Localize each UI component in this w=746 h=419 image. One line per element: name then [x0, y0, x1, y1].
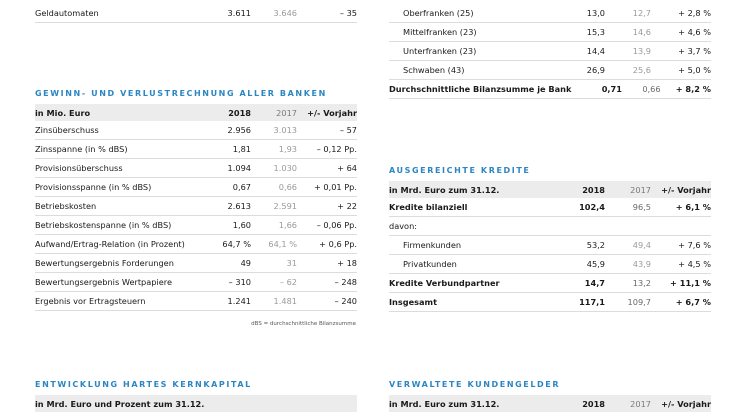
table-row: [35, 273, 357, 292]
value-2017: 1,66: [278, 220, 297, 230]
value-2018: 1.094: [227, 163, 251, 173]
row-label: Bewertungsergebnis Forderungen: [35, 258, 174, 268]
value-2018: 102,4: [579, 202, 605, 212]
atm-table: [35, 4, 357, 23]
table-row: [35, 121, 357, 140]
value-change: – 35: [339, 8, 357, 18]
value-change: + 11,1 %: [670, 278, 711, 288]
total-row: [389, 80, 711, 99]
table-row: [35, 292, 357, 311]
value-2017: 3.013: [273, 125, 297, 135]
value-2017: 25,6: [632, 65, 651, 75]
table-row: [35, 254, 357, 273]
row-label: Unterfranken (23): [403, 46, 477, 56]
value-2017: 1.481: [273, 296, 297, 306]
row-label: davon:: [389, 221, 418, 231]
row-label: Firmenkunden: [403, 240, 462, 250]
value-2017: – 62: [279, 277, 297, 287]
table-row: [389, 255, 711, 274]
value-2018: 45,9: [586, 259, 605, 269]
value-2018: 2.613: [227, 201, 251, 211]
value-change: – 248: [334, 277, 357, 287]
value-2018: 53,2: [586, 240, 605, 250]
value-2018: 64,7 %: [222, 239, 251, 249]
regional-table: [389, 4, 711, 99]
guv-title: GEWINN- UND VERLUSTRECHNUNG ALLER BANKEN: [35, 89, 327, 98]
value-change: + 6,7 %: [675, 297, 711, 307]
row-label: Oberfranken (25): [403, 8, 474, 18]
row-label: Betriebskostenspanne (in % dBS): [35, 220, 172, 230]
table-row: [35, 159, 357, 178]
value-change: + 7,6 %: [678, 240, 711, 250]
row-label: Kredite bilanziell: [389, 202, 468, 212]
value-2017: 109,7: [627, 297, 651, 307]
table-row: [35, 4, 357, 23]
value-2018: 49: [240, 258, 251, 268]
value-2017: 13,9: [632, 46, 651, 56]
header-label: in Mio. Euro: [35, 107, 91, 118]
row-label: Mittelfranken (23): [403, 27, 477, 37]
value-2017: 64,1 %: [268, 239, 297, 249]
table-header: [35, 104, 357, 121]
table-header: [389, 395, 711, 412]
value-2018: 117,1: [579, 297, 605, 307]
value-2018: 13,0: [586, 8, 605, 18]
value-2018: 14,7: [584, 278, 605, 288]
value-2017: 2.591: [273, 201, 297, 211]
table-header: [35, 395, 357, 412]
value-change: + 3,7 %: [678, 46, 711, 56]
value-2017: 14,6: [632, 27, 651, 37]
table-row: [389, 61, 711, 80]
table-row: [389, 198, 711, 217]
value-change: – 57: [339, 125, 357, 135]
kundengelder-title: VERWALTETE KUNDENGELDER: [389, 380, 561, 389]
value-change: + 64: [337, 163, 357, 173]
table-row: [35, 178, 357, 197]
kernkapital-title: ENTWICKLUNG HARTES KERNKAPITAL: [35, 380, 252, 389]
value-2018: 15,3: [586, 27, 605, 37]
table-row: [389, 274, 711, 293]
value-2017: 31: [286, 258, 297, 268]
row-label: Provisionsüberschuss: [35, 163, 123, 173]
value-change: + 0,01 Pp.: [313, 182, 357, 192]
value-2018: – 310: [228, 277, 251, 287]
guv-footnote: dBS = durchschnittliche Bilanzsumme: [251, 321, 356, 327]
row-label: Zinsspanne (in % dBS): [35, 144, 128, 154]
row-label: Durchschnittliche Bilanzsumme je Bank: [389, 84, 572, 94]
value-change: + 22: [337, 201, 357, 211]
value-2017: 12,7: [632, 8, 651, 18]
row-label: Zinsüberschuss: [35, 125, 99, 135]
kredite-table: [389, 181, 711, 312]
header-label: in Mrd. Euro zum 31.12.: [389, 398, 500, 409]
table-row: [389, 23, 711, 42]
table-row: [35, 216, 357, 235]
value-2017: 0,66: [278, 182, 297, 192]
table-row: [389, 4, 711, 23]
kernkapital-table: [35, 395, 357, 412]
value-2018: 1,60: [232, 220, 251, 230]
value-2018: 1,81: [232, 144, 251, 154]
value-2017: 1.030: [273, 163, 297, 173]
header-label: in Mrd. Euro und Prozent zum 31.12.: [35, 398, 205, 409]
value-2018: 1.241: [227, 296, 251, 306]
table-row: [35, 235, 357, 254]
header-change: +/- Vorjahr: [661, 398, 711, 409]
value-2018: 26,9: [586, 65, 605, 75]
row-label: Geldautomaten: [35, 8, 99, 18]
kundengelder-table: [389, 395, 711, 412]
value-2017: 1,93: [278, 144, 297, 154]
row-label: Betriebskosten: [35, 201, 97, 211]
value-change: + 0,6 Pp.: [319, 239, 357, 249]
value-change: – 0,06 Pp.: [316, 220, 357, 230]
row-label: Bewertungsergebnis Wertpapiere: [35, 277, 173, 287]
table-row: [389, 293, 711, 312]
kredite-title: AUSGEREICHTE KREDITE: [389, 166, 531, 175]
table-row: [389, 42, 711, 61]
header-change: +/- Vorjahr: [661, 184, 711, 195]
header-label: in Mrd. Euro zum 31.12.: [389, 184, 500, 195]
value-change: + 2,8 %: [678, 8, 711, 18]
value-2017: 3.646: [273, 8, 297, 18]
table-header: [389, 181, 711, 198]
row-label: Ergebnis vor Ertragsteuern: [35, 296, 146, 306]
header-2017: 2017: [630, 398, 651, 409]
value-2017: 13,2: [632, 278, 651, 288]
header-2017: 2017: [630, 184, 651, 195]
value-change: + 4,5 %: [678, 259, 711, 269]
table-row: [389, 236, 711, 255]
table-row: [35, 197, 357, 216]
value-change: – 240: [334, 296, 357, 306]
row-label: Schwaben (43): [403, 65, 465, 75]
value-change: + 4,6 %: [678, 27, 711, 37]
table-row: [389, 217, 711, 236]
value-change: + 18: [337, 258, 357, 268]
value-2017: 49,4: [632, 240, 651, 250]
header-2018: 2018: [582, 184, 605, 195]
value-2017: 43,9: [632, 259, 651, 269]
value-2017: 96,5: [632, 202, 651, 212]
header-2017: 2017: [276, 107, 297, 118]
header-2018: 2018: [582, 398, 605, 409]
value-change: + 6,1 %: [675, 202, 711, 212]
value-2018: 0,71: [601, 84, 622, 94]
value-change: + 5,0 %: [678, 65, 711, 75]
row-label: Kredite Verbundpartner: [389, 278, 500, 288]
value-2018: 3.611: [227, 8, 251, 18]
row-label: Privatkunden: [403, 259, 457, 269]
value-2018: 2.956: [227, 125, 251, 135]
row-label: Provisionsspanne (in % dBS): [35, 182, 152, 192]
value-2018: 0,67: [232, 182, 251, 192]
row-label: Insgesamt: [389, 297, 438, 307]
guv-table: [35, 104, 357, 311]
table-row: [35, 140, 357, 159]
row-label: Aufwand/Ertrag-Relation (in Prozent): [35, 239, 185, 249]
header-change: +/- Vorjahr: [307, 107, 357, 118]
value-2018: 14,4: [586, 46, 605, 56]
value-2017: 0,66: [642, 84, 661, 94]
value-change: – 0,12 Pp.: [316, 144, 357, 154]
header-2018: 2018: [228, 107, 251, 118]
value-change: + 8,2 %: [675, 84, 711, 94]
